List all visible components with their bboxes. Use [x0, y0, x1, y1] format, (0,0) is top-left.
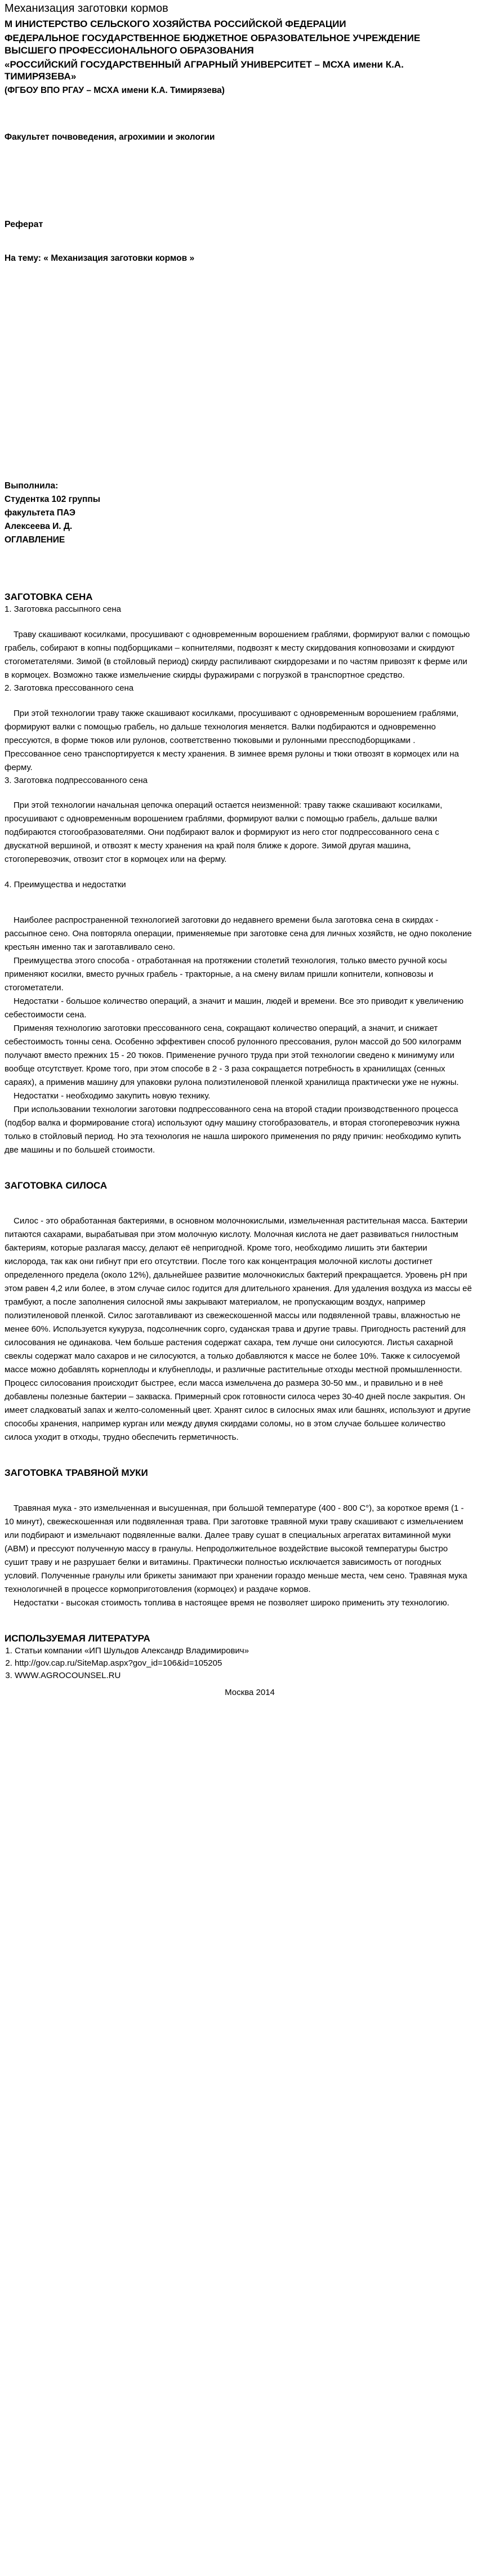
university-abbreviation: (ФГБОУ ВПО РГАУ – МСХА имени К.А. Тимирязева) [5, 86, 225, 96]
hay-subsection-4-title: 4. Преимущества и недостатки [5, 880, 126, 890]
literature-item: 3. WWW.AGROCOUNSEL.RU [15, 1670, 472, 1682]
performer-faculty: факультета ПАЭ [5, 508, 75, 518]
city-year: Москва 2014 [225, 1687, 275, 1697]
literature-list [5, 1645, 472, 1681]
performer-block [5, 479, 472, 547]
toc-heading: ОГЛАВЛЕНИЕ [5, 535, 65, 545]
literature-item: 1. Статьи компании «ИП Шульдов Александр Владимирович» [15, 1645, 472, 1657]
hay-pros-cons-paragraph: При использовании технологии заготовки подпрессованного сена на второй стадии производственного процесса (подбор валка и формирование стога) используют одну машину стогобразователь, и вторая стогоперевозчик нужна только в стойловый период. Но эта технология не нашла широкого применения по ряду причин: необходимо купить две машины и по большей стоимости. [5, 1105, 461, 1155]
ministry-name: М ИНИСТЕРСТВО СЕЛЬСКОГО ХОЗЯЙСТВА РОССИЙСКОЙ ФЕДЕРАЦИИ [5, 19, 346, 29]
grass-meal-drawbacks: Недостатки - высокая стоимость топлива в настоящее время не позволяет широко применить эту технологию. [14, 1598, 449, 1608]
hay-subsection-3-text: При этой технологии начальная цепочка операций остается неизменной: траву также скашивают косилками, просушивают с одновременным ворошением граблями, формируют валки с помощью грабель, дальше валки подбираются стогообразователями. Они подбирают валок и формируют из него стог подпрессованного сена с двускатной вершиной, и отвозят к месту хранения на край поля ближе к дороге. Зимой другая машина, стогоперевозчик, отвозит стог в кормоцех или на ферму. [5, 800, 443, 865]
hay-subsection-2-title: 2. Заготовка прессованного сена [5, 683, 134, 693]
hay-pros-cons-paragraph: Применяя технологию заготовки прессованного сена, сокращают количество операций, а значит, и снижает себестоимость тонны сена. Особенно эффективен способ рулонного прессования, рулон массой до 500 килограмм получают вместо прежних 15 - 20 тюков. Применение ручного труда при этой технологии сведено к минимуму или вообще отсутствует. Кроме того, при этом способе в 2 - 3 раза сокращается потребность в хранилищах (сенных сараях), а применив машину для упаковки рулона полиэтиленовой пленкой хранилища практически уже не нужны. [5, 1024, 462, 1088]
performer-name: Алексеева И. Д. [5, 521, 73, 531]
document-title: Механизация заготовки кормов [5, 2, 168, 15]
hay-section-title: ЗАГОТОВКА СЕНА [5, 591, 93, 602]
hay-pros-cons-paragraph: Недостатки - необходимо закупить новую технику. [14, 1091, 211, 1101]
silage-text: Силос - это обработанная бактериями, в основном молочнокислыми, измельченная растительная масса. Бактерии питаются сахарами, вырабатывая при этом молочную кислоту. Молочная кислота не дает развиваться гнилостным бактериям, которые разлагая массу, делают её непригодной. Кроме того, необходимо лишить эти бактерии кислорода, так как они гибнут при его отсутствии. После того как концентрация молочной кислоты достигнет определенного предела (около 12%), дальнейшее развитие молочнокислых бактерий прекращается. Уровень pH при этом равен 4,2 или более, в этом случае силос годится для длительного хранения. Для удаления воздуха из массы её трамбуют, а после заполнения силосной ямы закрывают материалом, не пропускающим воздух, например полиэтиленовой пленкой. Силос заготавливают из свежескошенной массы или подвяленной травы, влажностью не менее 60%. Используется кукуруза, подсолнечник сорго, суданская трава и другие травы. Пригодность растений для силосования не одинакова. Чем больше растения содержат сахара, тем лучше они силосуются. Листья сахарной свеклы содержат мало сахаров и не силосуются, а только добавляются к массе не более 10%. Также к силосуемой массе можно добавлять корнеплоды и клубнеплоды, и различные растительные отходы местной промышленности. Процесс силосования происходит быстрее, если масса измельчена до размера 30-50 мм., и правильно и в неё добавлены полезные бактерии – закваска. Примерный срок готовности силоса через 30-40 дней после закрытия. Он имеет сладковатый запах и желто-соломенный цвет. Хранят силос в силосных ямах или башнях, используют и другие способы хранения, например курган или между двумя скирдами соломы, но в этом случае большее количество силоса уходит в отходы, трудно обеспечить герметичность. [5, 1216, 472, 1443]
literature-item: 2. http://gov.cap.ru/SiteMap.aspx?gov_id=106&id=105205 [15, 1657, 472, 1670]
hay-subsection-1-text: Траву скашивают косилками, просушивают с одновременным ворошением граблями, формируют валки с помощью грабель, собирают в копны подборщиками – копнителями, подвозят к месту скирдования копновозами и скирдуют стогометателями. Зимой (в стойловый период) скирду распиливают скирдорезами и по частям привозят к ферме или в кормоцех. Возможно также измельчение скирды фуражирами с погрузкой в транспортное средство. [5, 629, 470, 680]
performer-label: Выполнила: [5, 481, 59, 491]
literature-section-title: ИСПОЛЬЗУЕМАЯ ЛИТЕРАТУРА [5, 1633, 150, 1644]
performer-group: Студентка 102 группы [5, 494, 100, 504]
essay-topic: На тему: « Механизация заготовки кормов » [5, 253, 195, 264]
hay-pros-cons-paragraph: Наиболее распространенной технологией заготовки до недавнего времени была заготовка сена в скирдах - рассыпное сено. Она повторяла операции, применяемые при заготовке сена для личных хозяйств, не одно поколение крестьян именно так и заготавливало сено. [5, 915, 472, 953]
hay-pros-cons-paragraph: Преимущества этого способа - отработанная на протяжении столетий технология, только вместо ручной косы применяют косилки, вместо ручных грабель - тракторные, а на смену вилам пришли копнители, копновозы и стогометатели. [5, 956, 447, 993]
essay-label: Реферат [5, 220, 43, 230]
grass-meal-text: Травяная мука - это измельченная и высушенная, при большой температуре (400 - 800 С°), за короткое время (1 - 10 минут), свежескошенная или подвяленная трава. При заготовке травяной муки траву скашивают с измельчением или подбирают и измельчают подвяленные валки. Далее траву сушат в специальных агрегатах витаминной муки (АВМ) и прессуют полученную массу в гранулы. Непродолжительное воздействие высокой температуры быстро сушит траву и не разрушает белки и витамины. Практически полностью исключается зависимость от погодных условий. Полученные гранулы или брикеты занимают при хранении гораздо меньше места, чем сено. Травяная мука технологичней в процессе кормоприготовления (кормоцех) и раздаче кормов. [5, 1503, 467, 1595]
university-name: «РОССИЙСКИЙ ГОСУДАРСТВЕННЫЙ АГРАРНЫЙ УНИВЕРСИТЕТ – МСХА имени К.А. ТИМИРЯЗЕВА» [5, 59, 404, 82]
institution-type: ФЕДЕРАЛЬНОЕ ГОСУДАРСТВЕННОЕ БЮДЖЕТНОЕ ОБРАЗОВАТЕЛЬНОЕ УЧРЕЖДЕНИЕ ВЫСШЕГО ПРОФЕССИОНАЛЬНОГО ОБРАЗОВАНИЯ [5, 33, 421, 56]
document-page [0, 1, 477, 1703]
hay-subsection-3-title: 3. Заготовка подпрессованного сена [5, 775, 148, 785]
grass-meal-section-title: ЗАГОТОВКА ТРАВЯНОЙ МУКИ [5, 1467, 148, 1479]
hay-pros-cons-paragraph: Недостатки - большое количество операций, а значит и машин, людей и времени. Все это приводит к увеличению себестоимости сена. [5, 996, 464, 1020]
faculty-name: Факультет почвоведения, агрохимии и экологии [5, 132, 215, 142]
hay-subsection-2-text: При этой технологии траву также скашивают косилками, просушивают с одновременным ворошением граблями, формируют валки с помощью грабель, но дальше технология меняется. Валки подбираются и одновременно прессуются, в форме тюков или рулонов, соответственно тюковыми и рулонными прессподборщиками . Прессованное сено транспортируется к месту хранения. В зимнее время рулоны и тюки отвозят в кормоцех или на ферму. [5, 708, 459, 772]
hay-subsection-1-title: 1. Заготовка рассыпного сена [5, 604, 121, 615]
silage-section-title: ЗАГОТОВКА СИЛОСА [5, 1180, 108, 1191]
